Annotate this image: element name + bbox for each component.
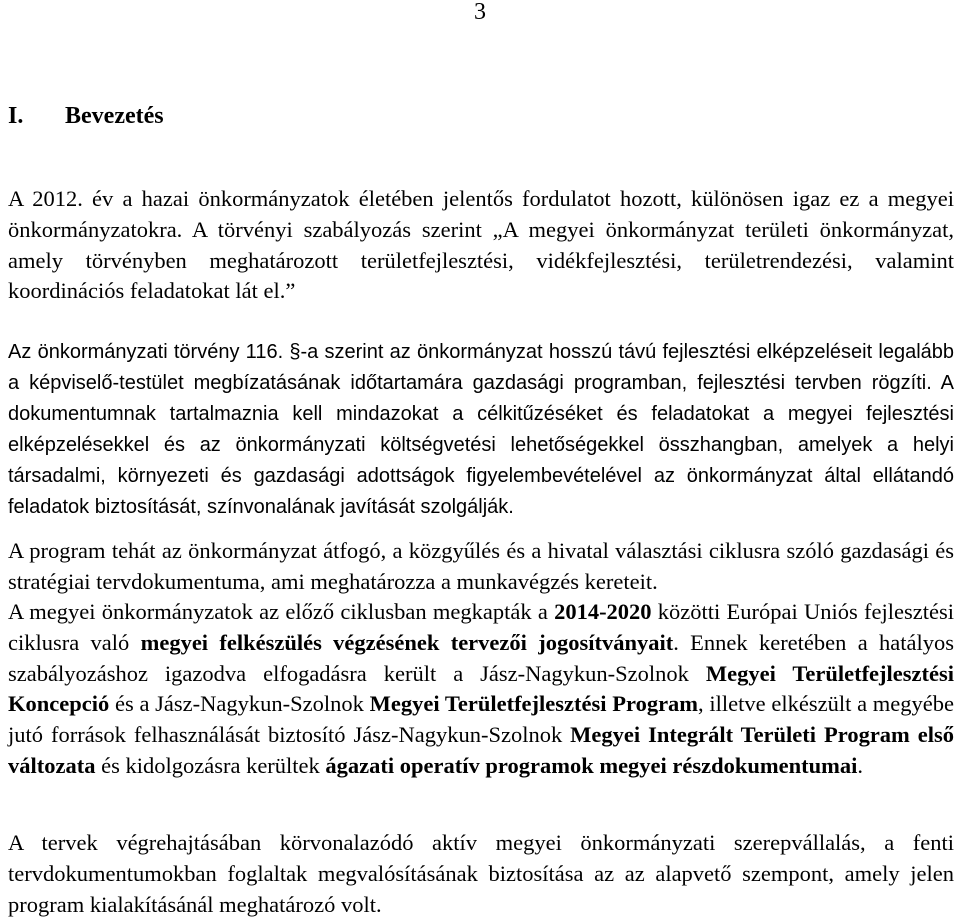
paragraph-conclusion: A tervek végrehajtásában körvonalazódó aktív megyei önkormányzati szerepvállalás, a fenti tervdokumentumokban foglaltak megvalósításának biztosítása az az alapvető szempont, amely jelen program kialakításánál meghatározó volt. <box>8 830 954 917</box>
text-run: . Ennek keretében a hatályos szabályozáshoz igazodva elfogadásra került a Jász-Nagykun-Szolnok <box>8 629 954 686</box>
text-run: . <box>857 752 864 778</box>
page-number: 3 <box>474 0 486 25</box>
text-run: A megyei önkormányzatok az előző ciklusban megkapták a <box>8 599 555 624</box>
text-run: közötti Európai Uniós fejlesztési ciklusra való <box>8 599 954 655</box>
text-run: és kidolgozásra kerültek <box>95 752 326 778</box>
bold-run: Megyei Területfejlesztési Program <box>369 691 699 717</box>
section-title: Bevezetés <box>65 103 164 129</box>
text-run: , illetve elkészült a megyébe jutó források felhasználását biztosító Jász-Nagykun-Szolnok <box>8 691 954 748</box>
bold-run: Megyei Integrált Területi Program első változata <box>8 722 955 778</box>
paragraph-law: Az önkormányzati törvény 116. §-a szerint az önkormányzat hosszú távú fejlesztési elképzeléseit legalább a képviselő-testület megbízatásának időtartamára gazdasági programban, fejlesztési tervben rögzíti. A dokumentumnak tartalmaznia kell mindazokat a célkitűzéséket és feladatokat a megyei fejlesztési elképzelésekkel és az önkormányzati költségvetési lehetőségekkel összhangban, amelyek a helyi társadalmi, környezeti és gazdasági adottságok figyelembevételével az önkormányzat által ellátandó feladatok biztosítását, színvonalának javítását szolgálják. <box>8 341 954 518</box>
section-number: I. <box>8 103 24 129</box>
section-heading <box>8 98 164 134</box>
paragraph-program: A program tehát az önkormányzat átfogó, a közgyűlés és a hivatal választási ciklusra szóló gazdasági és stratégiai tervdokumentuma, ami meghatározza a munkavégzés kereteit. <box>8 538 954 594</box>
bold-run: megyei felkészülés végzésének tervezői jogosítványait <box>140 629 674 655</box>
paragraph-previous-cycle <box>8 597 954 782</box>
paragraph-intro: A 2012. év a hazai önkormányzatok életében jelentős fordulatot hozott, különösen igaz ez a megyei önkormányzatokra. A törvényi szabályozás szerint „A megyei önkormányzat területi önkormányzat, amely törvényben meghatározott területfejlesztési, vidékfejlesztési, területrendezési, valamint koordinációs feladatokat lát el.” <box>8 186 954 304</box>
bold-run: ágazati operatív programok megyei részdokumentumai <box>325 752 858 778</box>
bold-run: 2014-2020 <box>554 599 652 624</box>
bold-run: Megyei Területfejlesztési Koncepció <box>8 660 955 717</box>
text-run: és a Jász-Nagykun-Szolnok <box>109 691 370 717</box>
